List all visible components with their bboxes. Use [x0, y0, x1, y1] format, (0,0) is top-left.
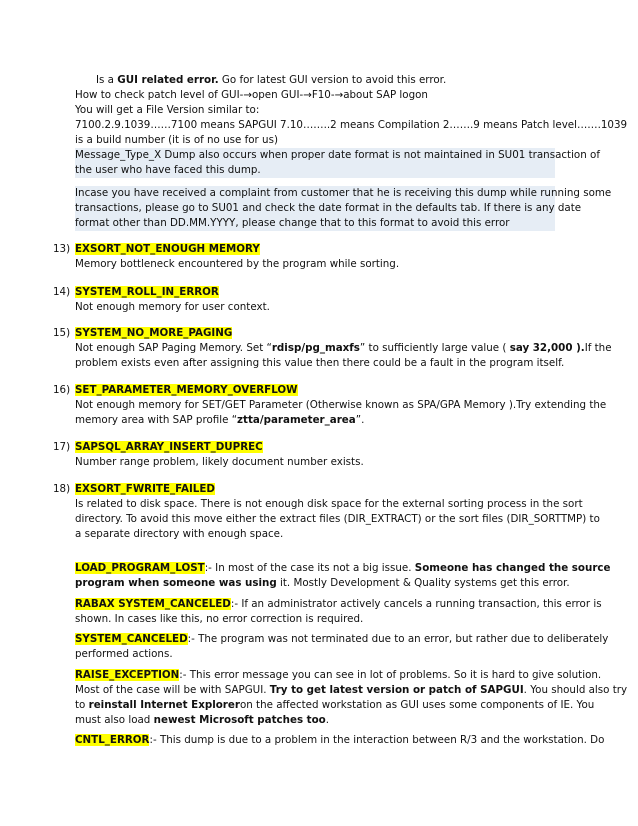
item-desc: directory. To avoid this move either the extract files (DIR_EXTRACT) or the sort files (DIR_SORTTMP) to	[75, 513, 600, 525]
item-desc: problem exists even after assigning this value then there could be a fault in the program itself.	[75, 357, 565, 369]
error-title: LOAD_PROGRAM_LOST	[75, 562, 205, 574]
list-item-16	[75, 383, 607, 428]
intro-paragraph	[75, 73, 628, 178]
item-desc: Not enough memory for user context.	[75, 301, 270, 313]
error-desc: performed actions.	[75, 648, 173, 660]
intro-line: is a build number (it is of no use for us)	[75, 134, 278, 146]
item-number: 13)	[53, 243, 71, 255]
item-number: 14)	[53, 286, 71, 298]
intro-line: You will get a File Version similar to:	[75, 104, 260, 116]
item-title: EXSORT_NOT_ENOUGH MEMORY	[75, 243, 260, 255]
paragraph-line: Incase you have received a complaint from customer that he is receiving this dump while running some	[75, 187, 612, 199]
intro-line-shaded: the user who have faced this dump.	[75, 163, 555, 178]
item-title: SET_PARAMETER_MEMORY_OVERFLOW	[75, 384, 298, 396]
item-title: SYSTEM_NO_MORE_PAGING	[75, 327, 233, 339]
item-desc: Number range problem, likely document number exists.	[75, 456, 364, 468]
intro-line: Is a GUI related error. Go for latest GUI version to avoid this error.	[96, 74, 447, 86]
item-desc: Memory bottleneck encountered by the program while sorting.	[75, 258, 400, 270]
error-title: CNTL_ERROR	[75, 734, 150, 746]
list-item-15	[75, 326, 612, 371]
error-title: SYSTEM_CANCELED	[75, 633, 188, 645]
intro-line-shaded: Message_Type_X Dump also occurs when proper date format is not maintained in SU01 transaction of	[75, 149, 600, 161]
item-desc: Not enough SAP Paging Memory. Set “rdisp/pg_maxfs” to sufficiently large value ( say 32,000 ).If the	[75, 342, 612, 354]
error-rabax-system-canceled: RABAX SYSTEM_CANCELED:- If an administrator actively cancels a running transaction, this error is shown. In cases like this, no error correction is required.	[75, 598, 602, 625]
paragraph-line: transactions, please go to SU01 and check the date format in the defaults tab. If there is any date	[75, 202, 582, 214]
item-number: 17)	[53, 441, 71, 453]
date-format-paragraph	[75, 186, 612, 231]
item-title: SAPSQL_ARRAY_INSERT_DUPREC	[75, 441, 263, 453]
list-item-13	[75, 242, 555, 272]
error-raise-exception: RAISE_EXCEPTION:- This error message you can see in lot of problems. So it is hard to give solution. Most of the case will be with SAPGUI. Try to get latest version or patch of SAPGUI. You should also try to reinstall Internet Exploreron the affected workstation as GUI uses some components of IE. You must also load newest Microsoft patches too.	[75, 669, 628, 726]
item-title: EXSORT_FWRITE_FAILED	[75, 483, 215, 495]
item-number: 16)	[53, 384, 71, 396]
intro-line: 7100.2.9.1039……7100 means SAPGUI 7.10……..2 means Compilation 2…….9 means Patch level…….1039	[75, 119, 628, 131]
item-desc: a separate directory with enough space.	[75, 528, 284, 540]
item-desc: memory area with SAP profile “ztta/parameter_area”.	[75, 414, 365, 426]
list-item-18	[75, 482, 600, 542]
item-title: SYSTEM_ROLL_IN_ERROR	[75, 286, 219, 298]
item-desc: Not enough memory for SET/GET Parameter (Otherwise known as SPA/GPA Memory ).Try extending the	[75, 399, 607, 411]
error-system-canceled: SYSTEM_CANCELED:- The program was not terminated due to an error, but rather due to deliberately performed actions.	[75, 633, 609, 660]
item-number: 18)	[53, 483, 71, 495]
error-load-program-lost: LOAD_PROGRAM_LOST:- In most of the case its not a big issue. Someone has changed the source program when someone was using it. Mostly Development & Quality systems get this error.	[75, 562, 611, 589]
item-desc: Is related to disk space. There is not enough disk space for the external sorting process in the sort	[75, 498, 583, 510]
list-item-14	[75, 285, 555, 315]
item-number: 15)	[53, 327, 71, 339]
paragraph-line: format other than DD.MM.YYYY, please change that to this format to avoid this error	[75, 216, 555, 231]
error-title: RAISE_EXCEPTION	[75, 669, 180, 681]
list-item-17	[75, 440, 555, 470]
error-title: RABAX SYSTEM_CANCELED	[75, 598, 231, 610]
intro-line: How to check patch level of GUI-→open GUI-→F10-→about SAP logon	[75, 89, 428, 101]
error-desc: shown. In cases like this, no error correction is required.	[75, 613, 364, 625]
error-cntl-error: CNTL_ERROR:- This dump is due to a problem in the interaction between R/3 and the workstation. Do	[75, 734, 605, 746]
